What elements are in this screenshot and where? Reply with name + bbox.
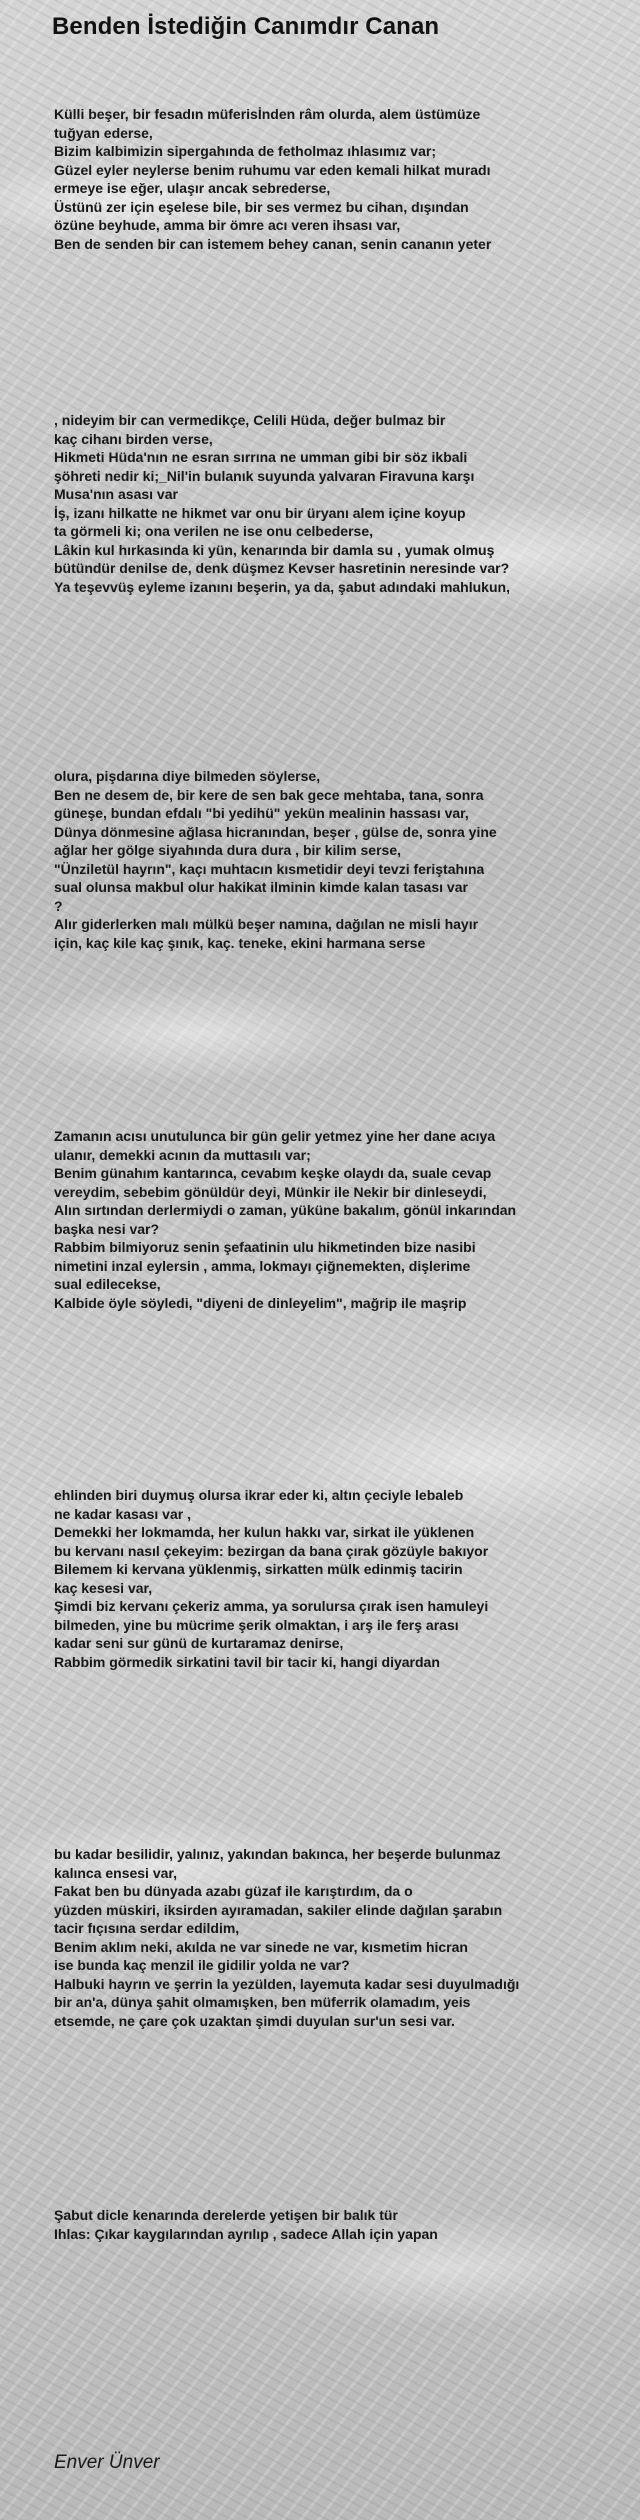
stanza-4	[54, 1127, 630, 1312]
poem-line: kaç cihanı birden verse,	[54, 430, 213, 447]
poem-line: bu kervanı nasıl çekeyim: bezirgan da bana çırak gözüyle bakıyor	[54, 1542, 489, 1559]
poem-line: Halbuki hayrın ve şerrin la yezülden, layemuta kadar sesi duyulmadığı	[54, 1975, 520, 1992]
poem-line: şöhreti nedir ki;_Nil'in bulanık suyunda yalvaran Firavuna karşı	[54, 467, 475, 484]
poem-line: Rabbim görmedik sirkatini tavil bir tacir ki, hangi diyardan	[54, 1653, 440, 1670]
poem-line: Zamanın acısı unutulunca bir gün gelir yetmez yine her dane acıya	[54, 1128, 496, 1144]
poem-line: kaç kesesi var,	[54, 1579, 153, 1596]
poem-line: Rabbim bilmiyoruz senin şefaatinin ulu hikmetinden bize nasibi	[54, 1239, 476, 1255]
poem-line: tacir fıçısına serdar edildim,	[54, 1920, 240, 1936]
poem-line: Dünya dönmesine ağlasa hicranından, beşer , gülse de, sonra yine	[54, 823, 497, 840]
poem-line: Ben de senden bir can istemem behey canan, senin cananın yeter	[54, 235, 492, 252]
poem-line: ağlar her gölge siyahında dura dura , bir kilim serse,	[54, 842, 402, 858]
stanza-2	[54, 411, 630, 596]
poem-line: Benim aklım neki, akılda ne var sinede ne var, kısmetim hicran	[54, 1938, 468, 1955]
stanza-3	[54, 767, 630, 952]
poem-line: güneşe, bundan efdalı "bi yedihü" yekün mealinin hassası var,	[54, 805, 469, 821]
poem-line: Demekki her lokmamda, her kulun hakkı var, sirkat ile yüklenen	[54, 1524, 475, 1540]
poem-line: Ya teşevvüş eyleme izanını beşerin, ya da, şabut adındaki mahlukun,	[54, 578, 510, 595]
footnote-line: Ihlas: Çıkar kaygılarından ayrılıp , sadece Allah için yapan	[54, 2225, 438, 2242]
stanza-5	[54, 1486, 630, 1671]
poem-line: Şimdi biz kervanı çekeriz amma, ya sorulursa çırak isen hamuleyi	[54, 1598, 489, 1614]
poem-line: başka nesi var?	[54, 1220, 160, 1237]
poem-line: Benim günahım kantarınca, cevabım keşke olaydı da, suale cevap	[54, 1165, 492, 1181]
poem-line: Fakat ben bu dünyada azabı güzaf ile karıştırdım, da o	[54, 1883, 413, 1899]
poem-line: sual olunsa makbul olur hakikat ilminin kimde kalan tasası var	[54, 879, 468, 895]
poem-line: olura, pişdarına diye bilmeden söylerse,	[54, 768, 321, 784]
poem-line: Musa'nın asası var	[54, 486, 178, 502]
poem-line: bütündür denilse de, denk düşmez Kevser hasretinin neresinde var?	[54, 560, 510, 576]
poem-line: , nideyim bir can vermedikçe, Celili Hüda, değer bulmaz bir	[54, 412, 446, 428]
author-name: Enver Ünver	[54, 2452, 160, 2473]
poem-line: Bizim kalbimizin sipergahında de fetholmaz ıhlasımız var;	[54, 143, 436, 159]
poem-line: bilmeden, yine bu mücrime şerik olmaktan, i arş ile ferş arası	[54, 1616, 459, 1633]
poem-line: Kalbide öyle söyledi, "diyeni de dinleyelim", mağrip ile maşrip	[54, 1294, 467, 1311]
poem-line: İş, izanı hilkatte ne hikmet var onu bir üryanı alem içine koyup	[54, 504, 466, 521]
poem-title: Benden İstediğin Canımdır Canan	[52, 13, 440, 40]
poem-line: "Ünziletül hayrın", kaçı muhtacın kısmetidir deyi tevzi feriştahına	[54, 860, 485, 877]
poem-line: Lâkin kul hırkasında ki yün, kenarında bir damla su , yumak olmuş	[54, 541, 495, 558]
footnote-line: Şabut dicle kenarında derelerde yetişen bir balık tür	[54, 2207, 398, 2223]
poem-line: nimetini inzal eylersin , amma, lokmayı çiğnemekten, dişlerime	[54, 1257, 471, 1274]
stanza-6	[54, 1845, 630, 2030]
poem-line: etsemde, ne çare çok uzaktan şimdi duyulan sur'un sesi var.	[54, 2012, 455, 2029]
poem-line: özüne beyhude, amma bir ömre acı veren ihsası var,	[54, 217, 401, 233]
poem-line: bir an'a, dünya şahit olmamışken, ben müferrik olamadım, yeis	[54, 1994, 471, 2010]
poem-line: tuğyan ederse,	[54, 124, 153, 141]
poem-line: Külli beşer, bir fesadın müferisİnden râm olurda, alem üstümüze	[54, 106, 481, 122]
poem-line: ise bunda kaç menzil ile gidilir yolda ne var?	[54, 1957, 350, 1973]
poem-line: vereydim, sebebim gönüldür deyi, Münkir ile Nekir bir dinleseydi,	[54, 1183, 487, 1200]
poem-line: Hikmeti Hüda'nın ne esran sırrına ne umman gibi bir söz ikbali	[54, 449, 468, 465]
poem-line: sual edilecekse,	[54, 1276, 161, 1292]
poem-line: ermeye ise eğer, ulaşır ancak sebrederse,	[54, 180, 331, 196]
poem-line: için, kaç kile kaç şınık, kaç. teneke, ekini harmana serse	[54, 934, 426, 951]
poem-line: ta görmeli ki; ona verilen ne ise onu celbederse,	[54, 523, 373, 539]
poem-line: Güzel eyler neylerse benim ruhumu var eden kemali hilkat muradı	[54, 161, 491, 178]
poem-line: ehlinden biri duymuş olursa ikrar eder ki, altın çeciyle lebaleb	[54, 1487, 464, 1503]
poem-line: kalınca ensesi var,	[54, 1864, 177, 1881]
stanza-1	[54, 105, 630, 253]
poem-line: bu kadar besilidir, yalınız, yakından bakınca, her beşerde bulunmaz	[54, 1846, 501, 1862]
poem-line: ?	[54, 897, 63, 914]
poem-line: Ben ne desem de, bir kere de sen bak gece mehtaba, tana, sonra	[54, 786, 484, 803]
poem-line: ne kadar kasası var ,	[54, 1505, 191, 1522]
poem-line: yüzden müskiri, iksirden ayıramadan, sakiler elinde dağılan şarabın	[54, 1901, 503, 1918]
poem-line: Alır giderlerken malı mülkü beşer namına, dağılan ne misli hayır	[54, 916, 479, 932]
footnotes	[54, 2206, 630, 2243]
poem-line: Alın sırtından derlermiydi o zaman, yüküne bakalım, gönül inkarından	[54, 1202, 517, 1218]
poem-line: Üstünü zer için eşelese bile, bir ses vermez bu cihan, dışından	[54, 198, 469, 215]
poem-line: kadar seni sur günü de kurtaramaz denirse,	[54, 1635, 344, 1651]
poem-line: Bilemem ki kervana yüklenmiş, sirkatten mülk edinmiş tacirin	[54, 1561, 463, 1577]
poem-line: ulanır, demekki acının da muttasılı var;	[54, 1146, 311, 1163]
